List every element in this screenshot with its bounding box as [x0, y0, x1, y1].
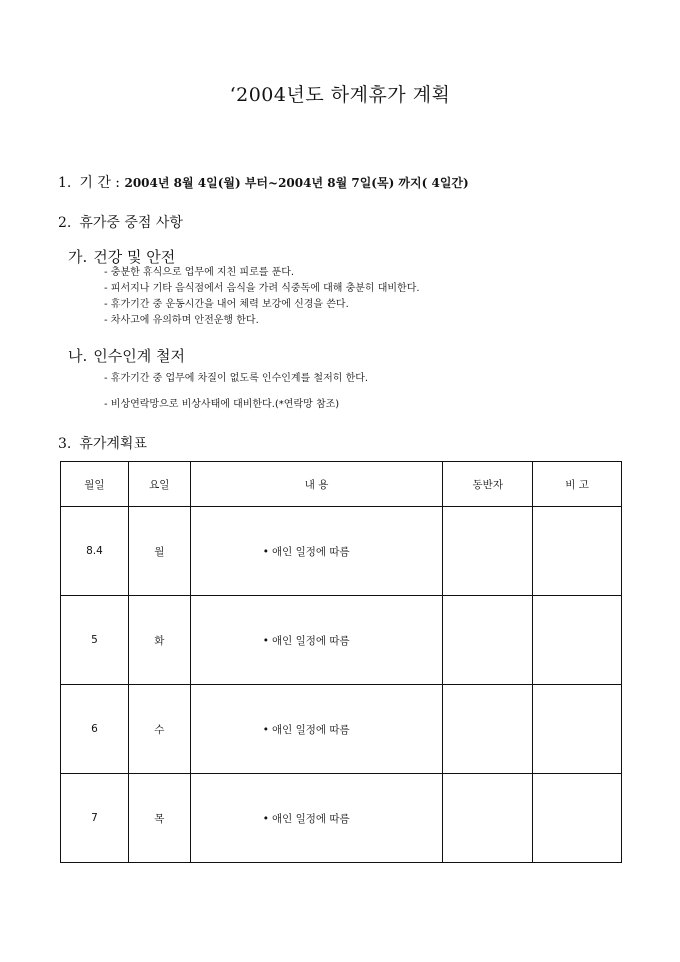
cell-content	[190, 596, 443, 685]
section-label: 휴가중 중점 사항	[79, 215, 183, 231]
cell-day: 목	[128, 774, 190, 863]
list-item: - 피서지나 기타 음식점에서 음식을 가려 식중독에 대해 충분히 대비한다.	[104, 281, 420, 297]
section-period	[58, 172, 469, 192]
bullet-dot: •	[262, 723, 269, 736]
header-note: 비 고	[533, 462, 622, 507]
cell-content	[190, 507, 443, 596]
subsection-label: 인수인계 철저	[93, 347, 185, 365]
list-item: - 비상연락망으로 비상사태에 대비한다.(*연락망 참조)	[104, 392, 368, 418]
section-plan-heading	[58, 433, 147, 453]
cell-date: 6	[61, 685, 129, 774]
health-list	[104, 265, 420, 329]
cell-date: 7	[61, 774, 129, 863]
content-text: 애인 일정에 따름	[271, 545, 350, 558]
subsection-number: 가.	[68, 248, 88, 266]
cell-companion	[443, 507, 533, 596]
cell-content	[190, 685, 443, 774]
bullet-dot: •	[262, 812, 269, 825]
period-text: 2004년 8월 4일(월) 부터~2004년 8월 7일(목) 까지( 4일간)	[124, 176, 469, 190]
handover-list	[104, 366, 368, 418]
cell-day: 월	[128, 507, 190, 596]
header-content: 내 용	[190, 462, 443, 507]
header-date: 월일	[61, 462, 129, 507]
cell-note	[533, 596, 622, 685]
cell-date: 8.4	[61, 507, 129, 596]
cell-date: 5	[61, 596, 129, 685]
content-text: 애인 일정에 따름	[271, 812, 350, 825]
cell-day: 화	[128, 596, 190, 685]
list-item: - 차사고에 유의하며 안전운행 한다.	[104, 313, 420, 329]
subsection-health-heading	[68, 246, 175, 267]
list-item: - 휴가기간 중 업무에 차질이 없도록 인수인계를 철저히 한다.	[104, 366, 368, 392]
section-number: 1.	[58, 175, 72, 191]
list-item: - 휴가기간 중 운동시간을 내어 체력 보강에 신경을 쓴다.	[104, 297, 420, 313]
section-focus-heading	[58, 212, 183, 232]
section-label: 휴가계획표	[79, 436, 147, 452]
subsection-handover-heading	[68, 345, 185, 366]
vacation-plan-table	[60, 461, 622, 863]
section-label: 기 간 :	[79, 175, 121, 191]
document-title: ‘2004년도 하계휴가 계획	[229, 84, 451, 106]
header-companion: 동반자	[443, 462, 533, 507]
cell-companion	[443, 774, 533, 863]
cell-note	[533, 685, 622, 774]
subsection-number: 나.	[68, 347, 88, 365]
section-number: 2.	[58, 215, 72, 231]
header-day: 요일	[128, 462, 190, 507]
cell-note	[533, 774, 622, 863]
subsection-label: 건강 및 안전	[93, 248, 176, 266]
section-number: 3.	[58, 436, 72, 452]
table-row	[61, 774, 622, 863]
table-header-row	[61, 462, 622, 507]
table-row	[61, 507, 622, 596]
cell-content	[190, 774, 443, 863]
list-item: - 충분한 휴식으로 업무에 지친 피로를 푼다.	[104, 265, 420, 281]
content-text: 애인 일정에 따름	[271, 634, 350, 647]
content-text: 애인 일정에 따름	[271, 723, 350, 736]
bullet-dot: •	[262, 634, 269, 647]
table-row	[61, 596, 622, 685]
table-row	[61, 685, 622, 774]
cell-companion	[443, 685, 533, 774]
bullet-dot: •	[262, 545, 269, 558]
cell-note	[533, 507, 622, 596]
cell-day: 수	[128, 685, 190, 774]
cell-companion	[443, 596, 533, 685]
